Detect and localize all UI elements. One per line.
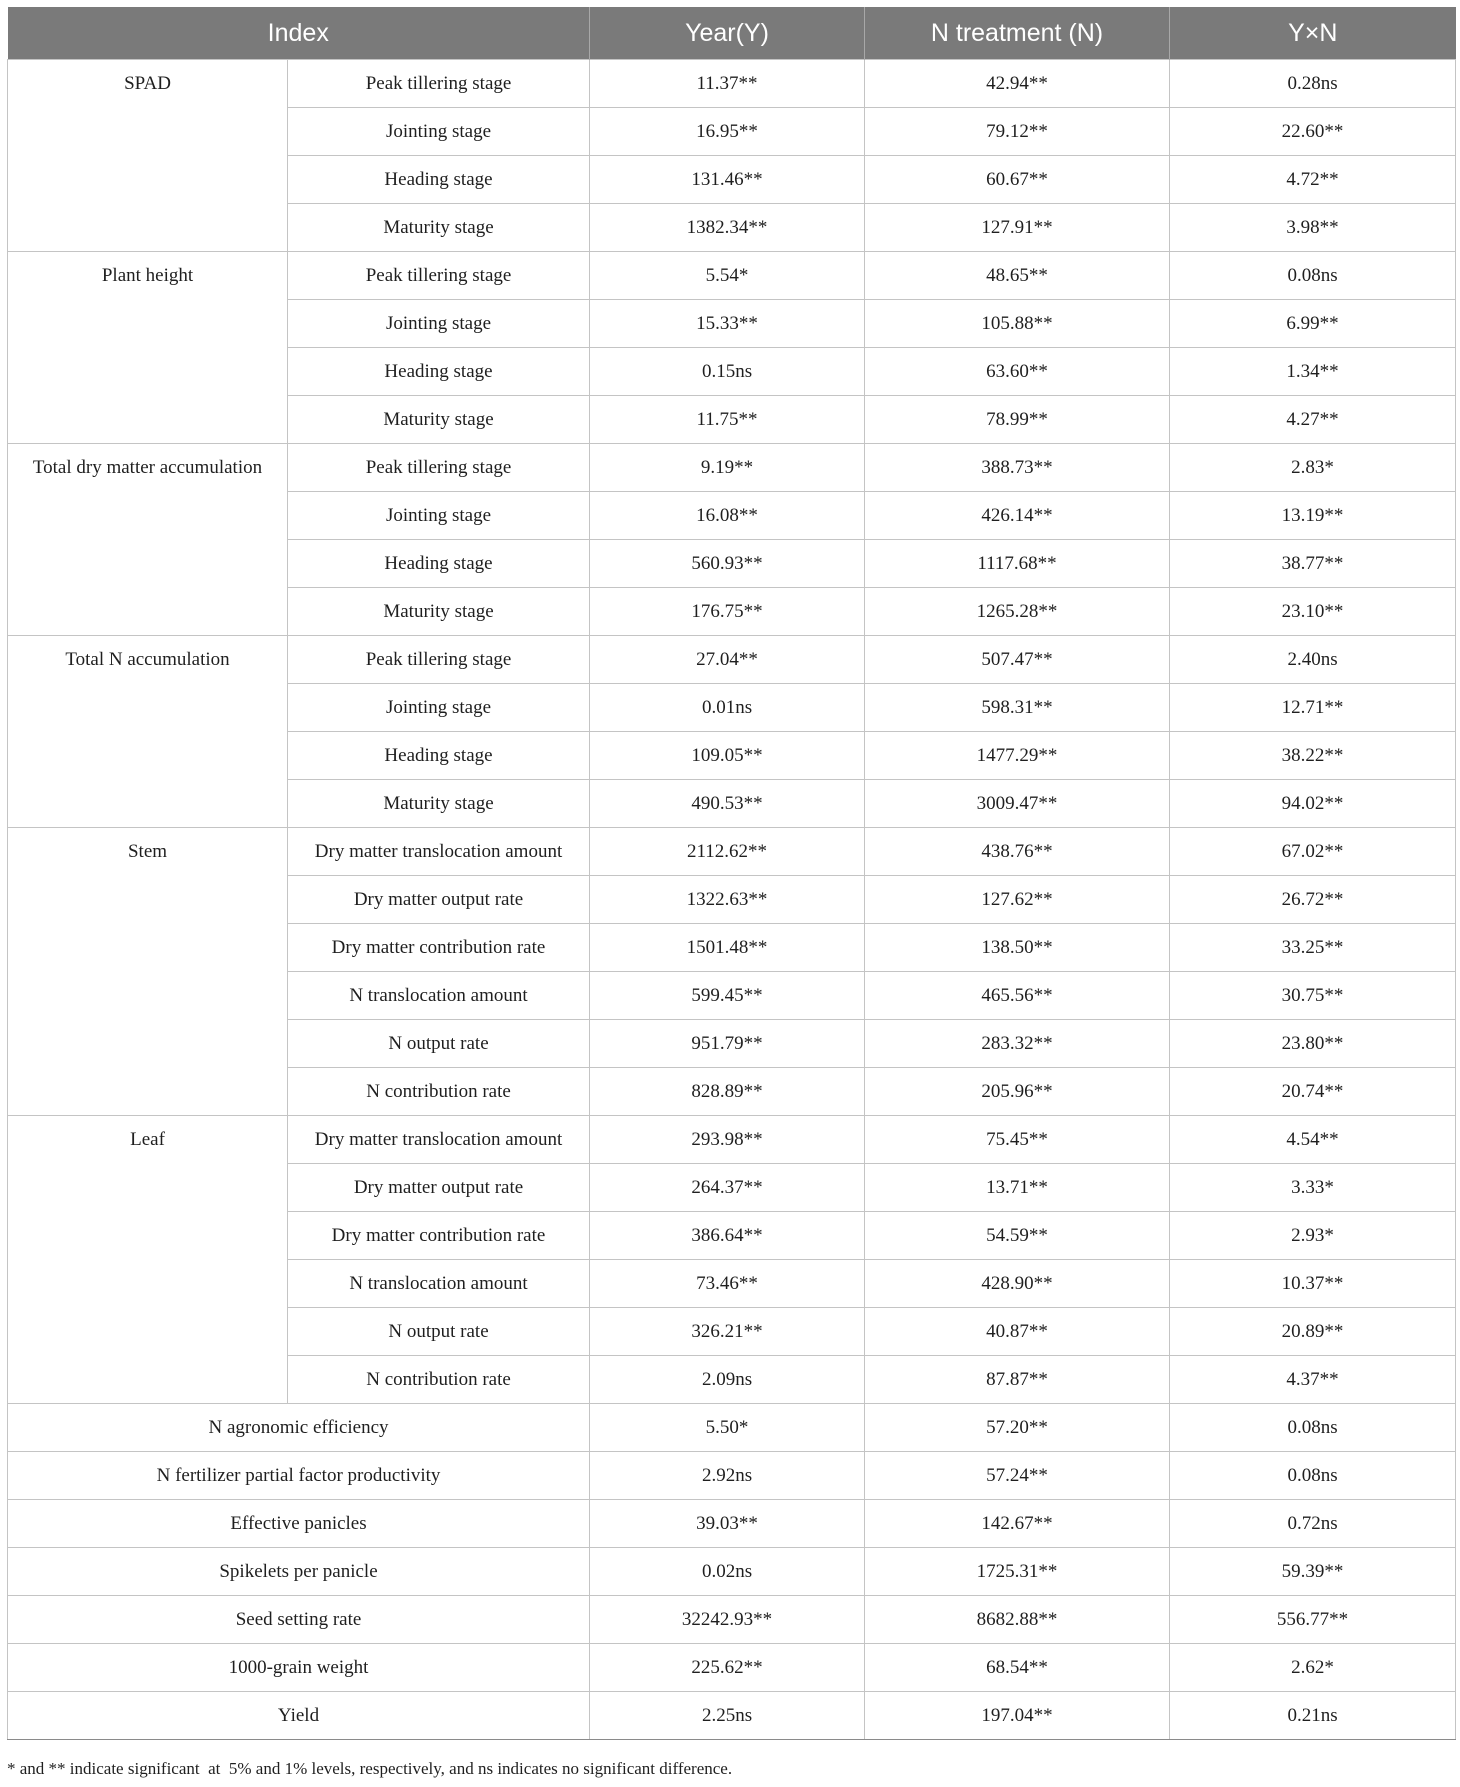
n-treatment-value: 3009.47**	[865, 780, 1170, 828]
table-row	[8, 1116, 1456, 1164]
year-value: 0.15ns	[590, 348, 865, 396]
header-index: Index	[8, 7, 590, 60]
stage-label: Dry matter translocation amount	[288, 828, 590, 876]
n-treatment-value: 598.31**	[865, 684, 1170, 732]
year-value: 16.08**	[590, 492, 865, 540]
index-label: Seed setting rate	[8, 1596, 590, 1644]
n-treatment-value: 205.96**	[865, 1068, 1170, 1116]
n-treatment-value: 87.87**	[865, 1356, 1170, 1404]
stage-label: Jointing stage	[288, 300, 590, 348]
table-row	[8, 1452, 1456, 1500]
table-row	[8, 444, 1456, 492]
stage-label: Maturity stage	[288, 396, 590, 444]
index-label: Yield	[8, 1692, 590, 1740]
year-value: 5.54*	[590, 252, 865, 300]
year-value: 599.45**	[590, 972, 865, 1020]
y-x-n-value: 33.25**	[1170, 924, 1456, 972]
y-x-n-value: 2.40ns	[1170, 636, 1456, 684]
n-treatment-value: 1117.68**	[865, 540, 1170, 588]
y-x-n-value: 23.80**	[1170, 1020, 1456, 1068]
stage-label: Peak tillering stage	[288, 444, 590, 492]
year-value: 131.46**	[590, 156, 865, 204]
y-x-n-value: 0.28ns	[1170, 60, 1456, 108]
y-x-n-value: 0.72ns	[1170, 1500, 1456, 1548]
y-x-n-value: 4.72**	[1170, 156, 1456, 204]
y-x-n-value: 20.74**	[1170, 1068, 1456, 1116]
n-treatment-value: 42.94**	[865, 60, 1170, 108]
group-label: Plant height	[8, 252, 288, 444]
year-value: 9.19**	[590, 444, 865, 492]
n-treatment-value: 1725.31**	[865, 1548, 1170, 1596]
stage-label: N translocation amount	[288, 972, 590, 1020]
table-row	[8, 1644, 1456, 1692]
header-n-treatment: N treatment (N)	[865, 7, 1170, 60]
stage-label: Jointing stage	[288, 108, 590, 156]
y-x-n-value: 0.08ns	[1170, 252, 1456, 300]
n-treatment-value: 68.54**	[865, 1644, 1170, 1692]
stage-label: N output rate	[288, 1020, 590, 1068]
year-value: 73.46**	[590, 1260, 865, 1308]
stage-label: Dry matter output rate	[288, 1164, 590, 1212]
header-row	[8, 7, 1456, 60]
n-treatment-value: 57.20**	[865, 1404, 1170, 1452]
n-treatment-value: 388.73**	[865, 444, 1170, 492]
year-value: 15.33**	[590, 300, 865, 348]
year-value: 27.04**	[590, 636, 865, 684]
n-treatment-value: 79.12**	[865, 108, 1170, 156]
table-row	[8, 1596, 1456, 1644]
header-year: Year(Y)	[590, 7, 865, 60]
y-x-n-value: 3.98**	[1170, 204, 1456, 252]
table-row	[8, 636, 1456, 684]
index-label: Spikelets per panicle	[8, 1548, 590, 1596]
year-value: 11.75**	[590, 396, 865, 444]
y-x-n-value: 0.08ns	[1170, 1452, 1456, 1500]
stage-label: N contribution rate	[288, 1068, 590, 1116]
n-treatment-value: 13.71**	[865, 1164, 1170, 1212]
y-x-n-value: 38.77**	[1170, 540, 1456, 588]
n-treatment-value: 507.47**	[865, 636, 1170, 684]
stage-label: Peak tillering stage	[288, 252, 590, 300]
stage-label: Heading stage	[288, 156, 590, 204]
year-value: 2.92ns	[590, 1452, 865, 1500]
table-row	[8, 828, 1456, 876]
stage-label: Jointing stage	[288, 492, 590, 540]
n-treatment-value: 465.56**	[865, 972, 1170, 1020]
n-treatment-value: 105.88**	[865, 300, 1170, 348]
n-treatment-value: 78.99**	[865, 396, 1170, 444]
n-treatment-value: 63.60**	[865, 348, 1170, 396]
y-x-n-value: 4.54**	[1170, 1116, 1456, 1164]
year-value: 0.01ns	[590, 684, 865, 732]
table-row	[8, 1548, 1456, 1596]
stage-label: Heading stage	[288, 540, 590, 588]
stage-label: Dry matter contribution rate	[288, 924, 590, 972]
stage-label: Heading stage	[288, 348, 590, 396]
y-x-n-value: 94.02**	[1170, 780, 1456, 828]
year-value: 225.62**	[590, 1644, 865, 1692]
y-x-n-value: 13.19**	[1170, 492, 1456, 540]
y-x-n-value: 6.99**	[1170, 300, 1456, 348]
index-label: 1000-grain weight	[8, 1644, 590, 1692]
y-x-n-value: 4.37**	[1170, 1356, 1456, 1404]
n-treatment-value: 1477.29**	[865, 732, 1170, 780]
year-value: 176.75**	[590, 588, 865, 636]
stage-label: Maturity stage	[288, 204, 590, 252]
y-x-n-value: 0.08ns	[1170, 1404, 1456, 1452]
index-label: N agronomic efficiency	[8, 1404, 590, 1452]
y-x-n-value: 20.89**	[1170, 1308, 1456, 1356]
year-value: 32242.93**	[590, 1596, 865, 1644]
year-value: 1322.63**	[590, 876, 865, 924]
index-label: Effective panicles	[8, 1500, 590, 1548]
y-x-n-value: 10.37**	[1170, 1260, 1456, 1308]
stage-label: N output rate	[288, 1308, 590, 1356]
group-label: Stem	[8, 828, 288, 1116]
n-treatment-value: 138.50**	[865, 924, 1170, 972]
y-x-n-value: 3.33*	[1170, 1164, 1456, 1212]
year-value: 11.37**	[590, 60, 865, 108]
group-label: Leaf	[8, 1116, 288, 1404]
y-x-n-value: 22.60**	[1170, 108, 1456, 156]
year-value: 828.89**	[590, 1068, 865, 1116]
n-treatment-value: 57.24**	[865, 1452, 1170, 1500]
stage-label: N translocation amount	[288, 1260, 590, 1308]
year-value: 39.03**	[590, 1500, 865, 1548]
y-x-n-value: 2.93*	[1170, 1212, 1456, 1260]
y-x-n-value: 38.22**	[1170, 732, 1456, 780]
table-row	[8, 252, 1456, 300]
year-value: 490.53**	[590, 780, 865, 828]
table-header	[8, 7, 1456, 60]
n-treatment-value: 426.14**	[865, 492, 1170, 540]
table-row	[8, 1500, 1456, 1548]
stage-label: Peak tillering stage	[288, 60, 590, 108]
header-y-x-n: Y×N	[1170, 7, 1456, 60]
y-x-n-value: 556.77**	[1170, 1596, 1456, 1644]
year-value: 1501.48**	[590, 924, 865, 972]
n-treatment-value: 142.67**	[865, 1500, 1170, 1548]
y-x-n-value: 30.75**	[1170, 972, 1456, 1020]
n-treatment-value: 48.65**	[865, 252, 1170, 300]
index-label: N fertilizer partial factor productivity	[8, 1452, 590, 1500]
y-x-n-value: 4.27**	[1170, 396, 1456, 444]
table-footnote: * and ** indicate significant at 5% and 1% levels, respectively, and ns indicates no significant difference.	[7, 1759, 733, 1778]
year-value: 951.79**	[590, 1020, 865, 1068]
y-x-n-value: 26.72**	[1170, 876, 1456, 924]
n-treatment-value: 197.04**	[865, 1692, 1170, 1740]
table-row	[8, 60, 1456, 108]
n-treatment-value: 127.62**	[865, 876, 1170, 924]
y-x-n-value: 12.71**	[1170, 684, 1456, 732]
group-label: SPAD	[8, 60, 288, 252]
year-value: 2.25ns	[590, 1692, 865, 1740]
n-treatment-value: 54.59**	[865, 1212, 1170, 1260]
table-row	[8, 1404, 1456, 1452]
year-value: 326.21**	[590, 1308, 865, 1356]
y-x-n-value: 23.10**	[1170, 588, 1456, 636]
y-x-n-value: 67.02**	[1170, 828, 1456, 876]
stage-label: Dry matter output rate	[288, 876, 590, 924]
year-value: 293.98**	[590, 1116, 865, 1164]
n-treatment-value: 127.91**	[865, 204, 1170, 252]
n-treatment-value: 428.90**	[865, 1260, 1170, 1308]
n-treatment-value: 8682.88**	[865, 1596, 1170, 1644]
group-label: Total dry matter accumulation	[8, 444, 288, 636]
year-value: 109.05**	[590, 732, 865, 780]
group-label: Total N accumulation	[8, 636, 288, 828]
anova-table-container	[7, 7, 1455, 1740]
y-x-n-value: 1.34**	[1170, 348, 1456, 396]
year-value: 386.64**	[590, 1212, 865, 1260]
n-treatment-value: 283.32**	[865, 1020, 1170, 1068]
year-value: 2.09ns	[590, 1356, 865, 1404]
table-row	[8, 1692, 1456, 1740]
year-value: 5.50*	[590, 1404, 865, 1452]
stage-label: Maturity stage	[288, 588, 590, 636]
n-treatment-value: 60.67**	[865, 156, 1170, 204]
year-value: 16.95**	[590, 108, 865, 156]
stage-label: Heading stage	[288, 732, 590, 780]
year-value: 2112.62**	[590, 828, 865, 876]
y-x-n-value: 2.62*	[1170, 1644, 1456, 1692]
year-value: 0.02ns	[590, 1548, 865, 1596]
year-value: 264.37**	[590, 1164, 865, 1212]
y-x-n-value: 0.21ns	[1170, 1692, 1456, 1740]
stage-label: Jointing stage	[288, 684, 590, 732]
y-x-n-value: 59.39**	[1170, 1548, 1456, 1596]
stage-label: N contribution rate	[288, 1356, 590, 1404]
stage-label: Dry matter contribution rate	[288, 1212, 590, 1260]
n-treatment-value: 438.76**	[865, 828, 1170, 876]
stage-label: Peak tillering stage	[288, 636, 590, 684]
year-value: 560.93**	[590, 540, 865, 588]
stage-label: Dry matter translocation amount	[288, 1116, 590, 1164]
n-treatment-value: 75.45**	[865, 1116, 1170, 1164]
anova-table	[7, 7, 1456, 1740]
n-treatment-value: 1265.28**	[865, 588, 1170, 636]
year-value: 1382.34**	[590, 204, 865, 252]
y-x-n-value: 2.83*	[1170, 444, 1456, 492]
stage-label: Maturity stage	[288, 780, 590, 828]
table-body	[8, 60, 1456, 1740]
n-treatment-value: 40.87**	[865, 1308, 1170, 1356]
